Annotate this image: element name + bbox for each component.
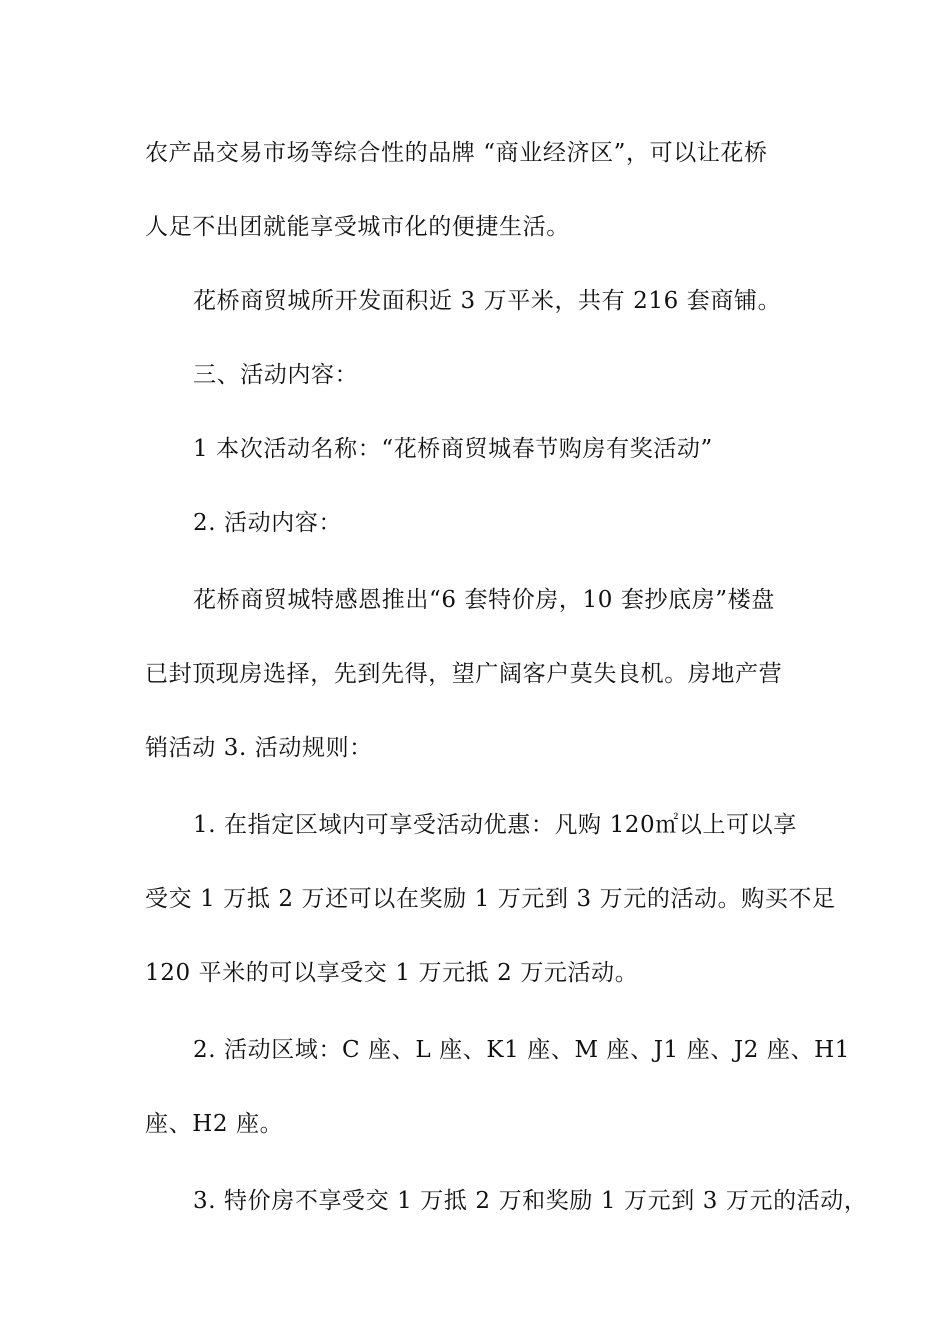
- paragraph-line: 座、H2 座。: [145, 1111, 284, 1137]
- section-heading: 三、活动内容：: [193, 362, 359, 388]
- paragraph-line: 花桥商贸城所开发面积近 3 万平米，共有 216 套商铺。: [193, 288, 782, 314]
- paragraph-line: 花桥商贸城特感恩推出“6 套特价房，10 套抄底房”楼盘: [193, 587, 775, 613]
- paragraph-line: 销活动 3. 活动规则：: [145, 735, 373, 761]
- paragraph-line: 1. 在指定区域内可享受活动优惠：凡购 120㎡以上可以享: [193, 812, 797, 838]
- paragraph-line: 3. 特价房不享受交 1 万抵 2 万和奖励 1 万元到 3 万元的活动，: [193, 1188, 868, 1214]
- paragraph-line: 人足不出团就能享受城市化的便捷生活。: [145, 214, 570, 240]
- paragraph-line: 农产品交易市场等综合性的品牌 “商业经济区”，可以让花桥: [145, 140, 768, 166]
- subheading: 2. 活动内容：: [193, 510, 343, 536]
- paragraph-line: 1 本次活动名称：“花桥商贸城春节购房有奖活动”: [193, 436, 713, 462]
- paragraph-line: 受交 1 万抵 2 万还可以在奖励 1 万元到 3 万元的活动。购买不足: [145, 886, 836, 912]
- paragraph-line: 已封顶现房选择，先到先得，望广阔客户莫失良机。房地产营: [145, 661, 783, 687]
- paragraph-line: 2. 活动区域：C 座、L 座、K1 座、M 座、J1 座、J2 座、H1: [193, 1037, 850, 1063]
- paragraph-line: 120 平米的可以享受交 1 万元抵 2 万元活动。: [145, 960, 639, 986]
